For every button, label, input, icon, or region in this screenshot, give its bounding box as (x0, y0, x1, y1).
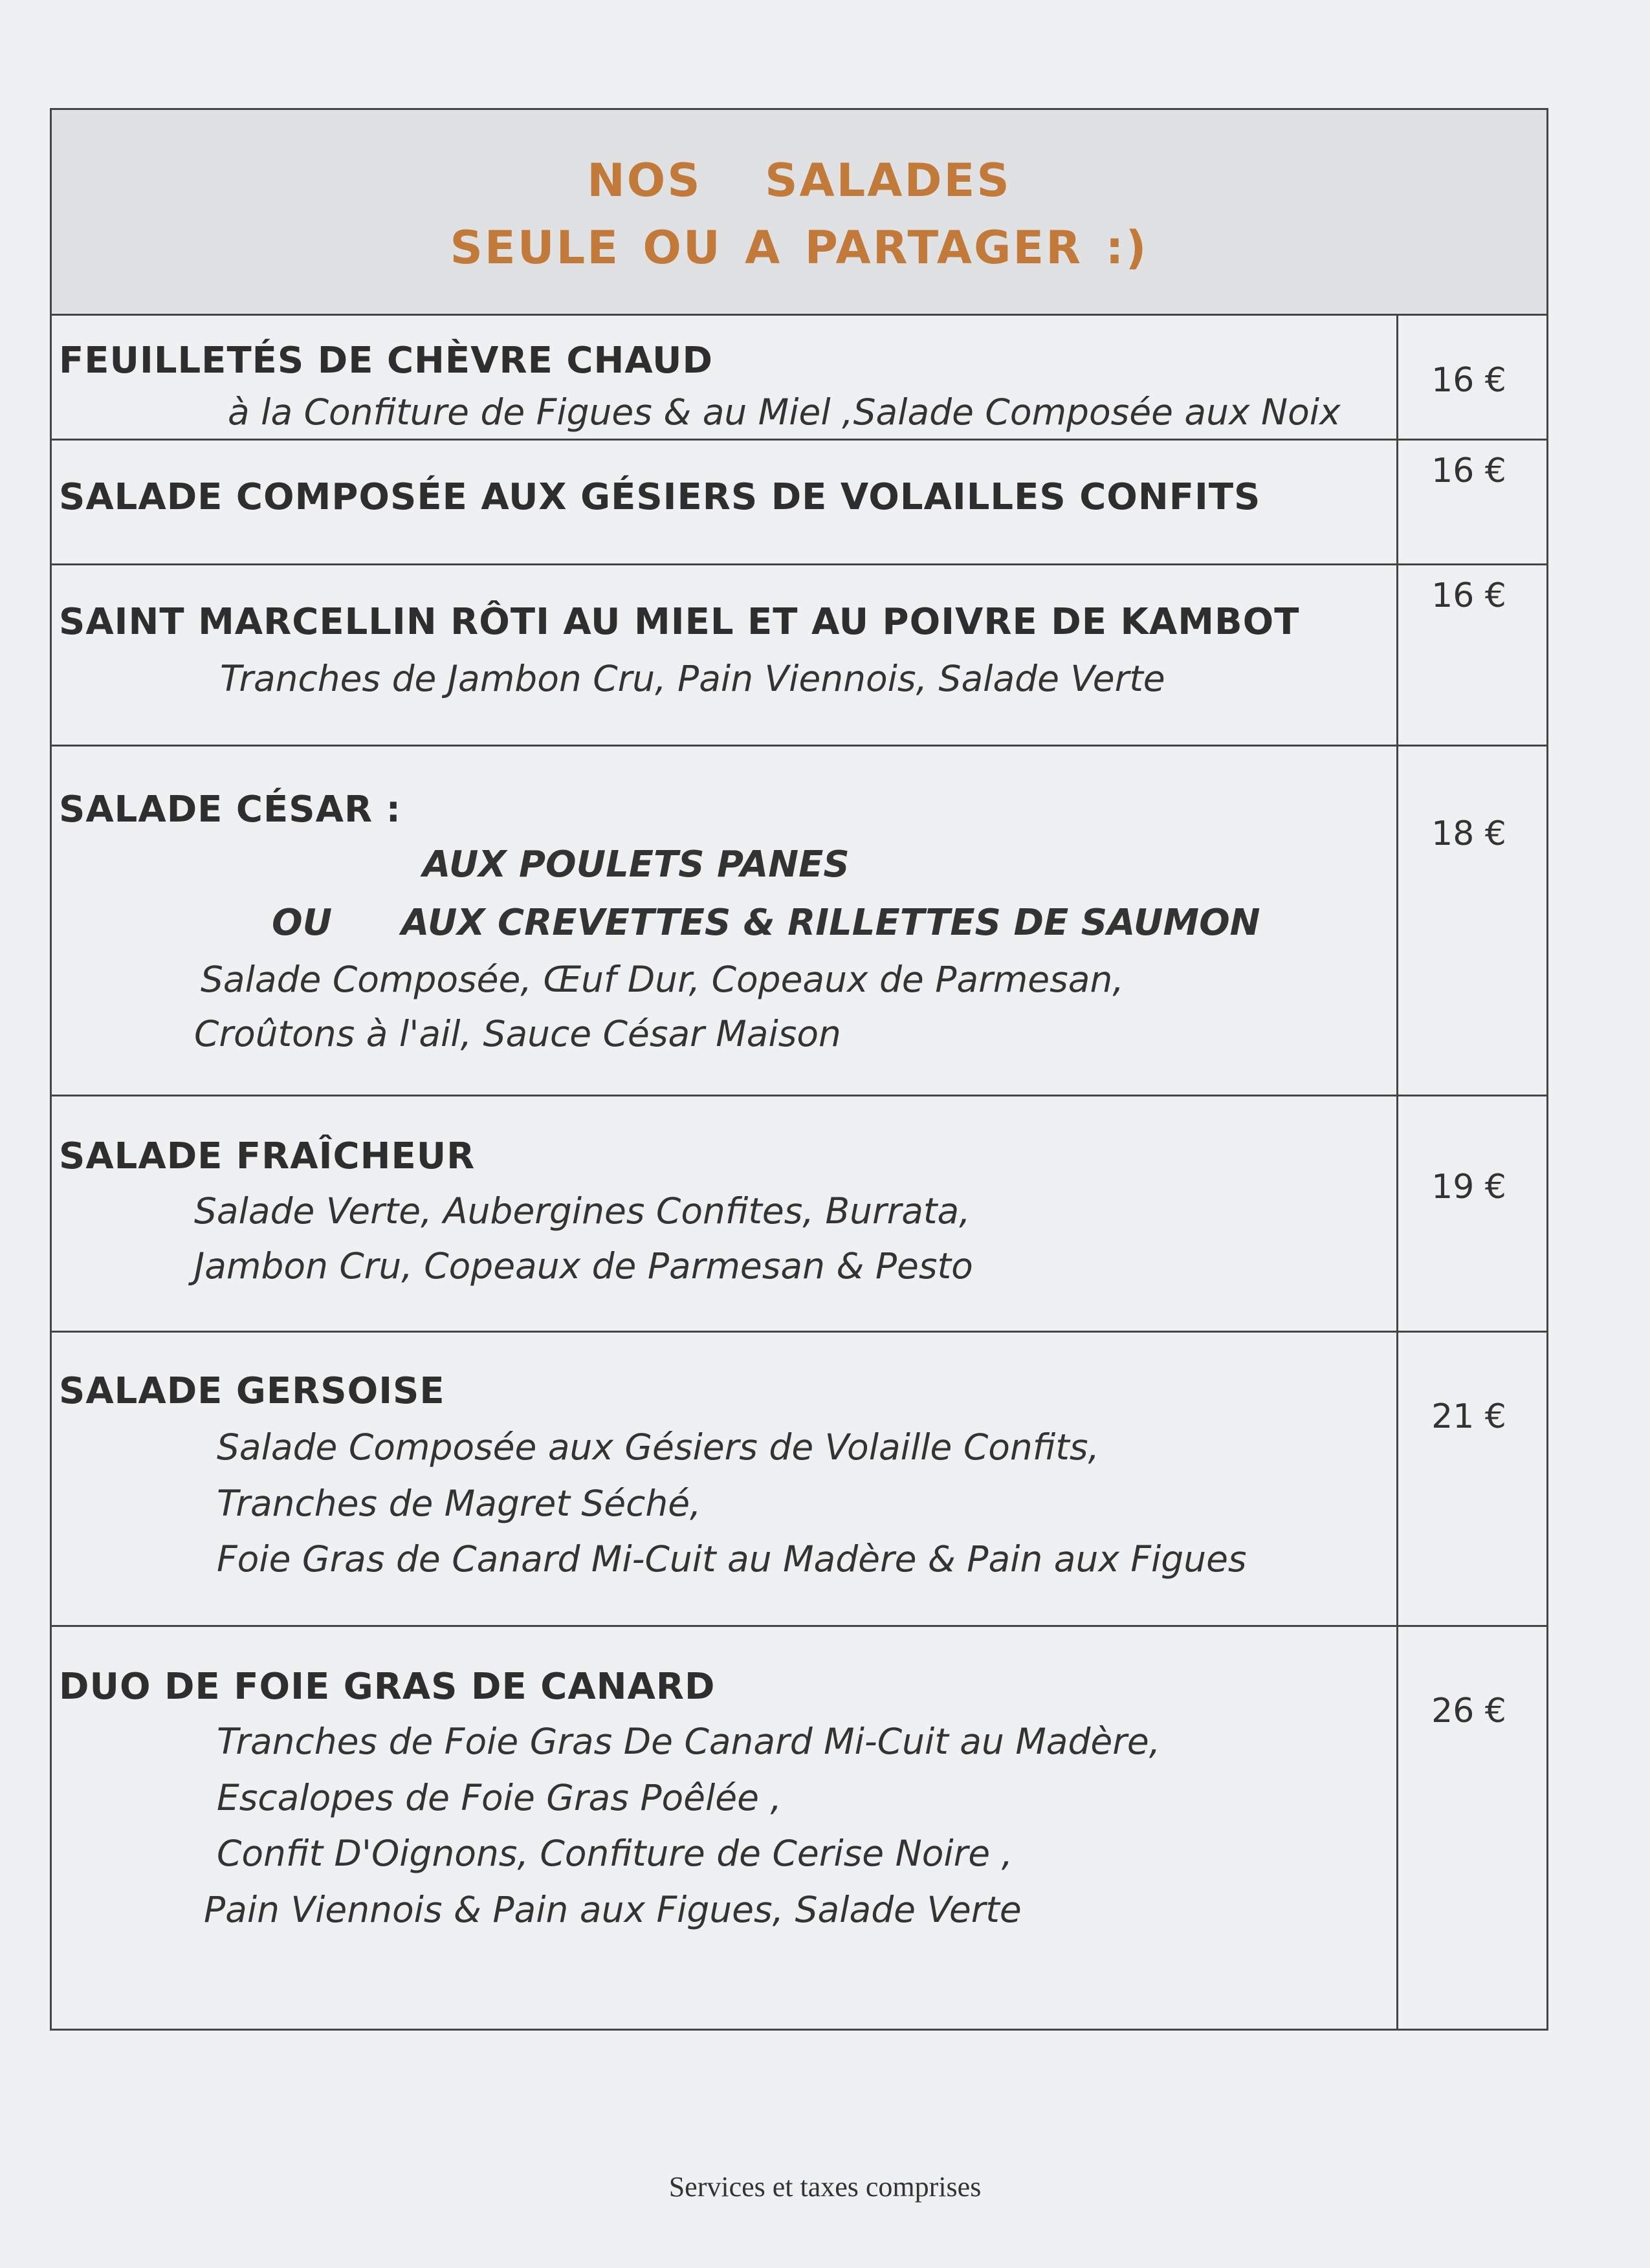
item-price: 21 € (1431, 1397, 1506, 1436)
item-option: AUX POULETS PANES (423, 844, 850, 886)
item-title: SALADE GERSOISE (59, 1370, 445, 1412)
item-description: Tranches de Magret Séché, (217, 1483, 701, 1524)
item-description: Croûtons à l'ail, Sauce César Maison (194, 1013, 841, 1054)
menu-item (52, 1333, 1546, 1627)
item-title: FEUILLETÉS DE CHÈVRE CHAUD (59, 340, 713, 382)
menu-item (52, 747, 1546, 1096)
item-description: à la Confiture de Figues & au Miel ,Salade Composée aux Noix (228, 391, 1341, 433)
menu-item (52, 1627, 1546, 2031)
menu-subtitle: SEULE OU A PARTAGER :) (450, 221, 1149, 274)
item-title: SALADE COMPOSÉE AUX GÉSIERS DE VOLAILLES CONFITS (59, 476, 1261, 518)
item-title: DUO DE FOIE GRAS DE CANARD (59, 1666, 716, 1708)
item-price: 16 € (1431, 576, 1506, 615)
menu-table (50, 108, 1548, 2031)
menu-item (52, 1096, 1546, 1333)
item-description: Pain Viennois & Pain aux Figues, Salade Verte (204, 1889, 1022, 1930)
item-description: Tranches de Foie Gras De Canard Mi-Cuit au Madère, (217, 1721, 1161, 1762)
item-description: Salade Composée aux Gésiers de Volaille Confits, (217, 1426, 1099, 1468)
item-title: SALADE CÉSAR : (59, 789, 401, 831)
menu-title: NOS SALADES (587, 154, 1011, 207)
item-description: Confit D'Oignons, Confiture de Cerise Noire , (217, 1833, 1013, 1874)
item-price: 18 € (1431, 814, 1506, 853)
item-description: Jambon Cru, Copeaux de Parmesan & Pesto (194, 1245, 973, 1287)
item-description: Escalopes de Foie Gras Poêlée , (217, 1777, 782, 1818)
item-description: Foie Gras de Canard Mi-Cuit au Madère & Pain aux Figues (217, 1538, 1247, 1580)
item-option: AUX CREVETTES & RILLETTES DE SAUMON (401, 902, 1260, 944)
menu-item (52, 441, 1546, 565)
item-description: Tranches de Jambon Cru, Pain Viennois, Salade Verte (220, 658, 1165, 699)
item-description: Salade Composée, Œuf Dur, Copeaux de Parmesan, (201, 959, 1124, 1000)
item-description: Salade Verte, Aubergines Confites, Burrata, (194, 1190, 971, 1232)
item-option-or: OU (272, 902, 333, 944)
item-title: SAINT MARCELLIN RÔTI AU MIEL ET AU POIVRE DE KAMBOT (59, 601, 1300, 643)
menu-item (52, 565, 1546, 747)
item-price: 26 € (1431, 1692, 1506, 1730)
item-price: 16 € (1431, 361, 1506, 400)
item-price: 19 € (1431, 1168, 1506, 1206)
item-price: 16 € (1431, 452, 1506, 490)
footer-note: Services et taxes comprises (668, 2171, 982, 2203)
item-title: SALADE FRAÎCHEUR (59, 1135, 476, 1177)
menu-item (52, 316, 1546, 441)
menu-header (52, 110, 1546, 316)
